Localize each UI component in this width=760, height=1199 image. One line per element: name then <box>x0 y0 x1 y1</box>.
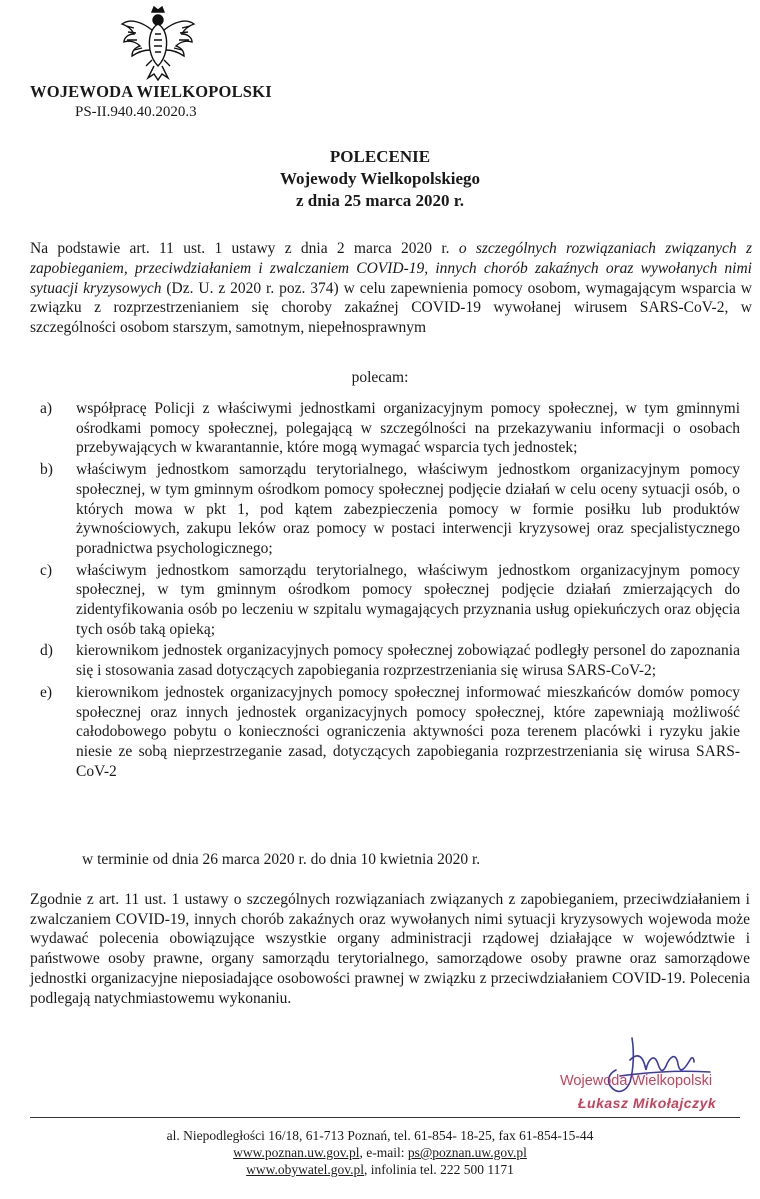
list-item-marker: d) <box>40 642 53 660</box>
list-item-text: kierownikom jednostek organizacyjnych pomocy społecznej informować mieszkańców domów pomocy społecznej oraz innych jednostek organizacyjnych pomocy społecznej, które zapewniają możliwość całodobowego pobytu o konieczności ograniczenia aktywności poza terenem placówki i ryzyku jakie niesie ze sobą nieprzestrzeganie zasad, dotyczących zapobiegania rozprzestrzeniania się wirusa SARS-CoV-2 <box>76 683 740 780</box>
intro-part-1: Na podstawie art. 11 ust. 1 ustawy z dnia 2 marca 2020 r. <box>30 240 459 257</box>
authority-title: WOJEWODA WIELKOPOLSKI <box>30 82 272 101</box>
website-link[interactable]: www.poznan.uw.gov.pl <box>233 1145 360 1160</box>
title-line-1: POLECENIE <box>329 147 431 166</box>
list-item <box>28 399 740 458</box>
intro-part-2: (Dz. U. z 2020 r. poz. 374) w celu zapewnienia pomocy osobom, wymagającym wsparcia w związku z rozprzestrzenianiem się choroby zakaźnej COVID-19 wywołanej wirusem SARS-CoV-2, w szczególności osobom starszym, samotnym, niepełnosprawnym <box>30 279 752 337</box>
list-item-text: właściwym jednostkom samorządu terytorialnego, właściwym jednostkom organizacyjnym pomocy społecznej, w tym gminnym ośrodkom pomocy społecznej podjęcie działań w celu oceny sytuacji osób, o których mowa w pkt 1, pod kątem zabezpieczenia pomocy w formie posiłku lub produktów żywnościowych, zakupu leków oraz pomocy w postaci interwencji kryzysowej oraz specjalistycznego poradnictwa psychologicznego; <box>76 461 740 557</box>
list-item-text: kierownikom jednostek organizacyjnych pomocy społecznej zobowiązać podległy personel do zapoznania się i stosowania zasad dotyczących zapobiegania rozprzestrzeniania się wirusa SARS-CoV-2; <box>76 642 740 680</box>
website-link-obywatel[interactable]: www.obywatel.gov.pl <box>246 1162 364 1177</box>
closing-paragraph: Zgodnie z art. 11 ust. 1 ustawy o szczególnych rozwiązaniach związanych z zapobieganiem, przeciwdziałaniem i zwalczaniem COVID-19, innych chorób zakaźnych oraz wywołanych nimi sytuacji kryzysowych wojewoda może wydawać polecenia obowiązujące wszystkie organy administracji rządowej działające w województwie i państwowe osoby prawne, organy samorządu terytorialnego, samorządowe osoby prawne oraz samorządowe jednostki organizacyjne nieposiadające osobowości prawnej w związku z przeciwdziałaniem COVID-19. Polecenia podlegają natychmiastowemu wykonaniu. <box>30 891 750 1007</box>
email-label: , e-mail: <box>359 1145 408 1160</box>
list-item <box>28 561 740 640</box>
email-link[interactable]: ps@poznan.uw.gov.pl <box>407 1145 527 1160</box>
list-item-text: współpracę Policji z właściwymi jednostkami organizacyjnym pomocy społecznej, w tym gminnymi ośrodkami pomocy społecznej, polegającą w szczególności na przekazywaniu informacji o osobach przebywających w kwarantannie, które mogą wymagać wsparcia tych jednostek; <box>76 400 740 457</box>
footer-address: al. Niepodległości 16/18, 61-713 Poznań, tel. 61-854- 18-25, fax 61-854-15-44 <box>166 1128 594 1143</box>
stamp-name: Łukasz Mikołajczyk <box>578 1095 717 1111</box>
title-line-3: z dnia 25 marca 2020 r. <box>295 191 465 210</box>
list-item <box>28 641 740 680</box>
list-item-marker: c) <box>40 561 53 579</box>
list-item <box>28 460 740 559</box>
intro-act-title: o szczególnych rozwiązaniach związanych z zapobieganiem, przeciwdziałaniem i zwalczaniem COVID-19, innych chorób zakaźnych oraz wywołanych nimi sytuacji kryzysowych <box>30 240 752 297</box>
reference-number: PS-II.940.40.2020.3 <box>75 104 197 120</box>
footer-divider <box>30 1117 740 1118</box>
document-title <box>0 146 760 212</box>
list-item-marker: a) <box>40 400 53 417</box>
list-item-marker: e) <box>40 683 53 701</box>
footer <box>0 1127 760 1178</box>
footer-contact <box>0 1144 760 1161</box>
list-item-text: właściwym jednostkom samorządu terytorialnego, właściwym jednostkom organizacyjnym pomocy społecznej, w tym gminnym ośrodkom pomocy społecznej podjęcie działań zmierzających do zidentyfikowania osób po leczeniu w szpitalu wymagających przyznania usług opiekuńczych oraz objęcia tych osób taką opieką; <box>76 561 740 638</box>
infoline-text: , infolinia tel. 222 500 1171 <box>364 1162 514 1177</box>
list-item <box>28 683 740 782</box>
stamp-authority: Wojewoda Wielkopolski <box>560 1073 713 1089</box>
list-item-marker: b) <box>40 461 53 479</box>
intro-paragraph <box>30 239 752 338</box>
deadline-text: w terminie od dnia 26 marca 2020 r. do dnia 10 kwietnia 2020 r. <box>82 851 481 868</box>
title-line-2: Wojewody Wielkopolskiego <box>279 169 481 188</box>
polecam-heading: polecam: <box>351 369 409 386</box>
eagle-coat-of-arms-icon <box>118 4 198 82</box>
order-items-list <box>28 399 740 783</box>
footer-infoline <box>0 1161 760 1178</box>
